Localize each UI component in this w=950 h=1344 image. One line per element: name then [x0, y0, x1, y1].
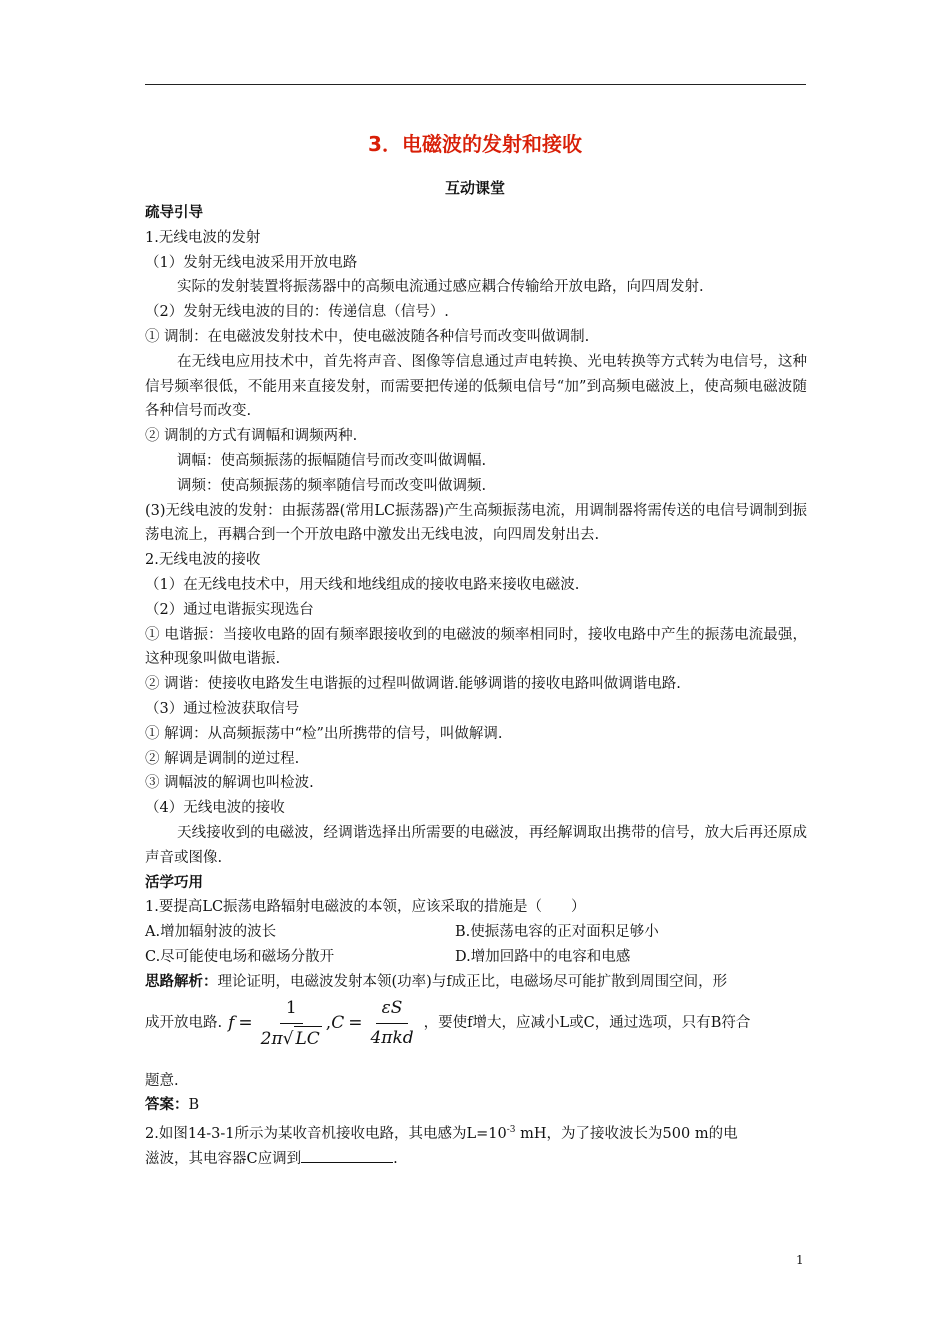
q2-exponent: -3: [506, 1125, 516, 1136]
fraction-denominator: 4πkd: [370, 1028, 414, 1048]
formula-comma: ,: [325, 1013, 332, 1034]
page-number: 1: [796, 1253, 804, 1267]
paragraph: ① 解调：从高频振荡中“检”出所携带的信号，叫做解调.: [145, 725, 503, 742]
fraction-capacitance: [370, 996, 413, 1051]
radicand: LC: [294, 1026, 322, 1052]
paragraph: （2）通过电谐振实现选台: [145, 601, 314, 618]
options-row: [145, 920, 807, 945]
paragraph: ② 调谐：使接收电路发生电谐振的过程叫做调谐.能够调谐的接收电路叫做调谐电路.: [145, 676, 681, 693]
guide-heading: 疏导引导: [145, 205, 203, 221]
question-2-stem: [145, 1118, 807, 1147]
option-c: C.尽可能使电场和磁场分散开: [145, 948, 335, 965]
answer-label: 答案：: [145, 1097, 189, 1114]
formula-c: C: [331, 1013, 345, 1034]
paragraph: （2）发射无线电波的目的：传递信息（信号）.: [145, 304, 449, 321]
fraction-denominator: [261, 1024, 322, 1052]
fraction-frequency: [261, 996, 322, 1052]
paragraph: 天线接收到的电磁波，经调谐选择出所需要的电磁波，再经解调取出携带的信号，放大后再还原成声音或图像.: [145, 824, 807, 866]
q2-stem-a: 2.如图14-3-1所示为某收音机接收电路，其电感为L=10: [145, 1125, 507, 1142]
analysis-line: [145, 970, 807, 995]
formula-f: f: [228, 1013, 235, 1034]
paragraph: 1.无线电波的发射: [145, 229, 261, 246]
header-rule: [145, 84, 806, 85]
fraction-numerator: εS: [376, 996, 409, 1024]
question-stem: 1.要提高LC振荡电路辐射电磁波的本领，应该采取的措施是（ ）: [145, 899, 586, 916]
question-2-cont: [145, 1147, 807, 1172]
practice-heading: 活学巧用: [145, 874, 203, 891]
paragraph: 在无线电应用技术中，首先将声音、图像等信息通过声电转换、光电转换等方式转为电信号，这种信号频率很低，不能用来直接发射，而需要把传递的低频电信号“加”到高频电磁波上，使高频电磁波随各种信号而改变.: [145, 353, 807, 420]
paragraph: 2.无线电波的接收: [145, 552, 261, 569]
paragraph: ① 调制：在电磁波发射技术中，使电磁波随各种信号而改变叫做调制.: [145, 328, 590, 345]
denominator-prefix: 2π: [260, 1028, 283, 1049]
paragraph: (3)无线电波的发射：由振荡器(常用LC振荡器)产生高频振荡电流，用调制器将需传送的电信号调制到振荡电流上，再耦合到一个开放电路中激发出无线电波，向四周发射出去.: [145, 502, 807, 544]
paragraph: （4）无线电波的接收: [145, 800, 285, 817]
paragraph: 调频：使高频振荡的频率随信号而改变叫做调频.: [177, 477, 487, 494]
section-subtitle: 互动课堂: [444, 179, 505, 197]
q2-stem-c: 滋波，其电容器C应调到: [145, 1150, 302, 1167]
analysis-text: 理论证明，电磁波发射本领(功率)与f成正比，电磁场尽可能扩散到周围空间，形: [217, 973, 728, 990]
formula-equals: =: [238, 1013, 253, 1034]
paragraph: ① 电谐振：当接收电路的固有频率跟接收到的电磁波的频率相同时，接收电路中产生的振荡电流最强，这种现象叫做电谐振.: [145, 626, 807, 668]
option-d: D.增加回路中的电容和电感: [455, 948, 631, 965]
paragraph: （1）发射无线电波采用开放电路: [145, 254, 358, 271]
paragraph: （1）在无线电技术中，用天线和地线组成的接收电路来接收电磁波.: [145, 576, 580, 593]
paragraph: 题意.: [145, 1072, 179, 1089]
paragraph: ② 解调是调制的逆过程.: [145, 750, 300, 767]
formula-line: [145, 995, 807, 1053]
options-row: [145, 945, 807, 970]
q2-stem-b: mH，为了接收波长为500 m的电: [515, 1125, 738, 1142]
paragraph: ③ 调幅波的解调也叫检波.: [145, 775, 314, 792]
after-formula-text: ，要使f增大，应减小L或C，通过选项，只有B符合: [423, 1015, 751, 1032]
answer-line: [145, 1093, 807, 1118]
answer-value: B: [188, 1097, 200, 1114]
paragraph: ② 调制的方式有调幅和调频两种.: [145, 428, 358, 445]
q2-stem-end: .: [393, 1150, 398, 1167]
option-a: A.增加辐射波的波长: [145, 924, 277, 941]
fraction-numerator: 1: [280, 996, 303, 1024]
analysis-label: 思路解析：: [145, 973, 218, 990]
formula: [228, 996, 418, 1052]
paragraph: （3）通过检波获取信号: [145, 700, 300, 717]
paragraph: 调幅：使高频振荡的振幅随信号而改变叫做调幅.: [177, 452, 487, 469]
formula-equals: =: [348, 1013, 363, 1034]
analysis-continuation: 成开放电路.: [145, 1015, 223, 1032]
page-title: 3．电磁波的发射和接收: [368, 132, 582, 156]
answer-blank[interactable]: [301, 1148, 393, 1163]
option-b: B.使振荡电容的正对面积足够小: [455, 924, 659, 941]
document-body: [145, 201, 807, 1172]
paragraph: 实际的发射装置将振荡器中的高频电流通过感应耦合传输给开放电路，向四周发射.: [177, 279, 704, 296]
sqrt-icon: √ LC: [283, 1026, 322, 1052]
